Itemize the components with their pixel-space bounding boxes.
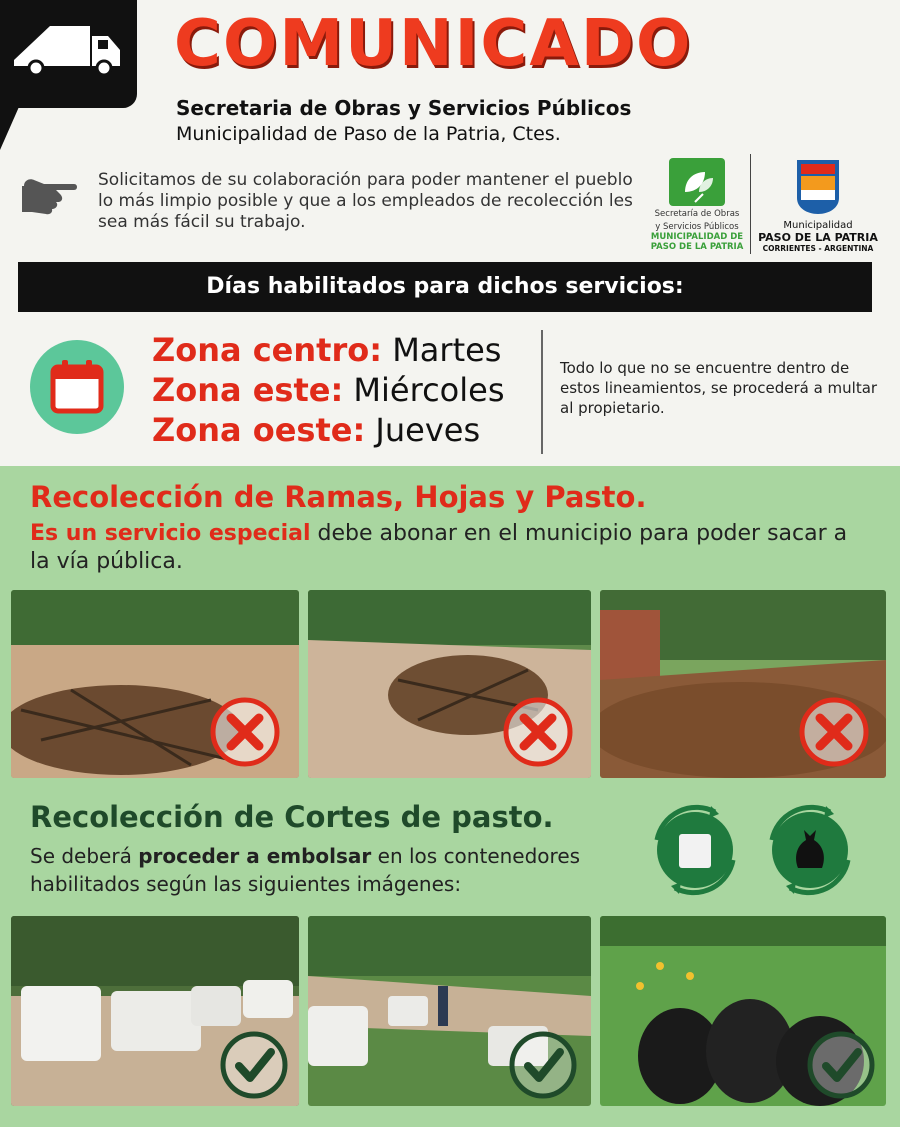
- secretaria-logo-line4: PASO DE LA PATRIA: [650, 242, 744, 252]
- ramas-highlight: Es un servicio especial: [30, 521, 311, 546]
- municipality-crest-icon: [793, 158, 843, 216]
- photo-correct-2: [308, 916, 591, 1106]
- cortes-text-start: Se deberá: [30, 844, 139, 868]
- municipality-logo-line2: PASO DE LA PATRIA: [758, 231, 878, 244]
- truck-tab-tail: [0, 100, 22, 150]
- department-name: Secretaria de Obras y Servicios Públicos: [176, 96, 632, 120]
- cortes-text-bold: proceder a embolsar: [138, 844, 372, 868]
- x-mark-icon: [798, 696, 870, 768]
- cortes-text-end: en los contenedores habilitados según las siguientes imágenes:: [30, 844, 581, 896]
- cortes-text: [30, 842, 630, 898]
- secretaria-logo: [648, 158, 746, 252]
- municipality-logo: [756, 158, 880, 253]
- photo-incorrect-2: [308, 590, 591, 778]
- zone-row: [152, 410, 504, 450]
- zone-day: Martes: [382, 331, 502, 369]
- ramas-heading: Recolección de Ramas, Hojas y Pasto.: [30, 480, 647, 514]
- x-mark-icon: [209, 696, 281, 768]
- check-mark-icon: [508, 1030, 578, 1100]
- photo-incorrect-1: [11, 590, 299, 778]
- zone-day: Jueves: [365, 411, 481, 449]
- ramas-body: debe abonar en el municipio para poder sacar a la vía pública.: [30, 521, 848, 574]
- bulk-bag-recycle-icon: [645, 800, 745, 900]
- truck-icon: [12, 22, 122, 82]
- trash-bag-recycle-icon: [760, 800, 860, 900]
- photo-correct-3: [600, 916, 886, 1106]
- zone-label: Zona este:: [152, 371, 344, 409]
- zone-label: Zona centro:: [152, 331, 383, 369]
- zone-row: [152, 370, 504, 410]
- secretaria-logo-line1: Secretaría de Obras: [654, 209, 740, 219]
- zone-day: Miércoles: [343, 371, 505, 409]
- cortes-heading: Recolección de Cortes de pasto.: [30, 800, 554, 834]
- truck-tab: [0, 0, 137, 108]
- schedule-divider: [541, 330, 543, 454]
- x-mark-icon: [502, 696, 574, 768]
- zone-schedule: [152, 330, 504, 450]
- leaf-badge: [669, 158, 725, 206]
- photo-incorrect-3: [600, 590, 886, 778]
- secretaria-logo-line3: MUNICIPALIDAD DE: [650, 232, 744, 242]
- logo-divider: [750, 154, 751, 254]
- zone-label: Zona oeste:: [152, 411, 366, 449]
- calendar-icon: [30, 340, 124, 434]
- check-mark-icon: [219, 1030, 289, 1100]
- municipality-logo-line3: CORRIENTES - ARGENTINA: [762, 244, 874, 253]
- pointing-hand-icon: [22, 172, 80, 216]
- fine-warning: Todo lo que no se encuentre dentro de estos lineamientos, se procederá a multar al propietario.: [560, 359, 878, 417]
- calendar-badge: [30, 340, 124, 434]
- municipality-logo-line1: Municipalidad: [783, 220, 853, 231]
- intro-text: Solicitamos de su colaboración para poder mantener el pueblo lo más limpio posible y que a los empleados de recolección les sea más fácil su trabajo.: [98, 170, 633, 232]
- ramas-text: [30, 520, 850, 576]
- schedule-banner: Días habilitados para dichos servicios:: [18, 262, 872, 312]
- leaf-icon: [669, 158, 725, 206]
- check-mark-icon: [806, 1030, 876, 1100]
- photo-correct-1: [11, 916, 299, 1106]
- page-title: COMUNICADO: [174, 7, 693, 81]
- municipality-name: Municipalidad de Paso de la Patria, Ctes.: [176, 123, 561, 145]
- secretaria-logo-line2: y Servicios Públicos: [655, 222, 739, 232]
- zone-row: [152, 330, 504, 370]
